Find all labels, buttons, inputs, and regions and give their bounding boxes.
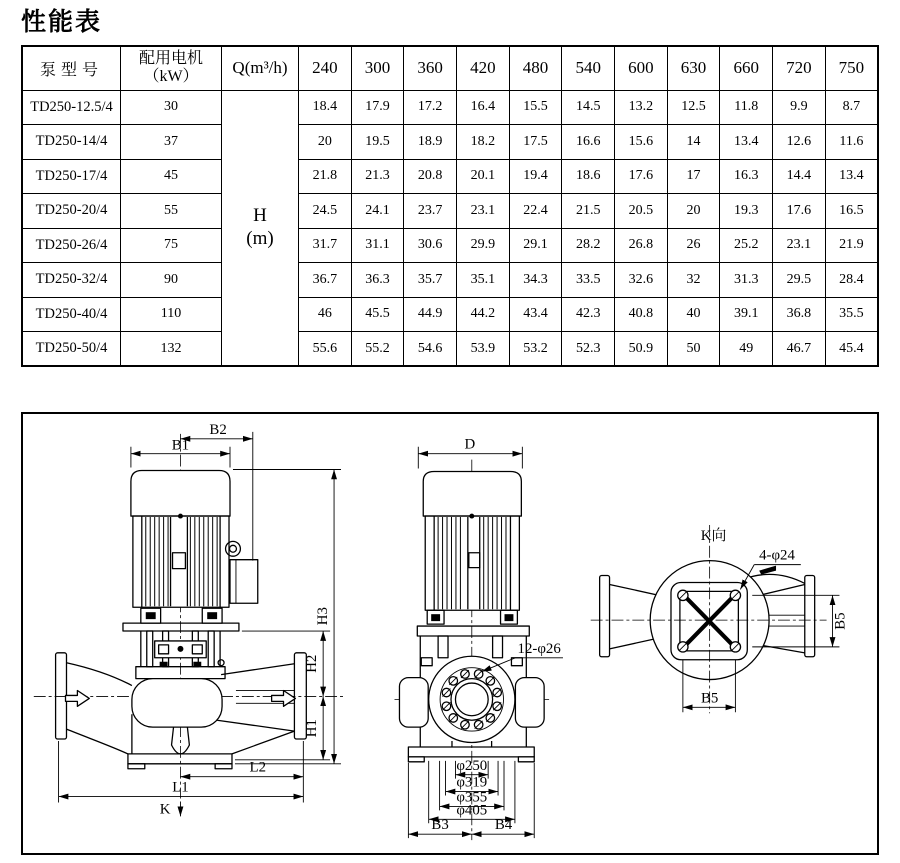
header-row [22, 46, 878, 90]
coupling-center [177, 646, 183, 652]
volute-casing [132, 679, 222, 728]
head-value-cell: 34.3 [509, 263, 562, 298]
head-value-cell: 46 [299, 297, 352, 332]
table-row [22, 228, 878, 263]
head-symbol: H [253, 204, 267, 226]
dim-label-h3: H3 [315, 607, 332, 626]
head-value-cell: 35.1 [457, 263, 510, 298]
head-value-cell: 17.9 [351, 90, 404, 125]
vent-plug [218, 660, 224, 666]
head-value-cell: 19.5 [351, 125, 404, 160]
motor-foot-pad [207, 612, 217, 619]
head-value-cell: 43.4 [509, 297, 562, 332]
dim-label-b2: B2 [209, 421, 227, 438]
col-header-motor-power [121, 46, 222, 90]
head-value-cell: 36.7 [299, 263, 352, 298]
table-row [22, 194, 878, 229]
head-value-cell: 36.8 [773, 297, 826, 332]
head-value-cell: 54.6 [404, 332, 457, 367]
lantern-strut [208, 631, 214, 667]
motor-power-cell: 30 [121, 90, 222, 125]
head-value-cell: 15.5 [509, 90, 562, 125]
right-pipe-flange [805, 576, 815, 657]
head-value-cell: 31.3 [720, 263, 773, 298]
base-foot [408, 757, 424, 762]
head-value-cell: 31.1 [351, 228, 404, 263]
head-value-cell: 42.3 [562, 297, 615, 332]
head-value-cell: 9.9 [773, 90, 826, 125]
dim-label-dia319: φ319 [456, 774, 488, 791]
head-value-cell: 16.5 [825, 194, 878, 229]
performance-table [21, 45, 879, 367]
base-plate [128, 754, 232, 764]
head-value-cell: 40 [667, 297, 720, 332]
col-header-flow-540: 540 [562, 46, 615, 90]
table-row [22, 332, 878, 367]
bolt-holes-note: 4-φ24 [759, 547, 795, 564]
table-header [22, 46, 878, 90]
head-value-cell: 45.4 [825, 332, 878, 367]
head-value-cell: 13.4 [720, 125, 773, 160]
head-value-cell: 15.6 [615, 125, 668, 160]
left-pipe-flange [600, 576, 610, 657]
head-value-cell: 30.6 [404, 228, 457, 263]
flange-outer-circle [429, 656, 515, 742]
dim-label-k: K [159, 801, 171, 818]
dim-label-h2: H2 [304, 654, 321, 673]
head-value-cell: 12.5 [667, 90, 720, 125]
head-value-cell: 50 [667, 332, 720, 367]
bolt-holes-note: 12-φ26 [517, 640, 561, 657]
motor-body [133, 516, 229, 607]
motor-power-line2: （kW） [143, 68, 199, 86]
head-value-cell: 18.2 [457, 125, 510, 160]
table-body [22, 90, 878, 366]
head-value-cell: 17.2 [404, 90, 457, 125]
head-value-cell: 29.5 [773, 263, 826, 298]
head-value-cell: 16.3 [720, 159, 773, 194]
col-header-pump-model: 泵型号 [22, 46, 121, 90]
head-value-cell: 23.1 [457, 194, 510, 229]
head-value-cell: 44.2 [457, 297, 510, 332]
head-value-cell: 19.3 [720, 194, 773, 229]
pump-model-cell: TD250-40/4 [22, 297, 121, 332]
col-header-flow-630: 630 [667, 46, 720, 90]
base-foot [518, 757, 534, 762]
head-value-cell: 16.4 [457, 90, 510, 125]
head-value-cell: 28.2 [562, 228, 615, 263]
head-value-cell: 17.5 [509, 125, 562, 160]
head-value-cell: 46.7 [773, 332, 826, 367]
motor-cap [423, 471, 521, 516]
head-value-cell: 18.9 [404, 125, 457, 160]
col-header-flow-300: 300 [351, 46, 404, 90]
col-header-flow-240: 240 [299, 46, 352, 90]
head-value-cell: 20.5 [615, 194, 668, 229]
col-header-flow-660: 660 [720, 46, 773, 90]
stud-bolt [421, 658, 432, 666]
pump-model-cell: TD250-32/4 [22, 263, 121, 298]
table-row [22, 159, 878, 194]
head-value-cell: 28.4 [825, 263, 878, 298]
col-header-flow-600: 600 [615, 46, 668, 90]
head-value-cell: 18.6 [562, 159, 615, 194]
head-value-cell: 8.7 [825, 90, 878, 125]
dim-label-b1: B1 [171, 437, 190, 454]
lug-tab [759, 566, 776, 575]
head-value-cell: 49 [720, 332, 773, 367]
table-row [22, 263, 878, 298]
pump-model-cell: TD250-17/4 [22, 159, 121, 194]
head-value-cell: 12.6 [773, 125, 826, 160]
dimension-drawing-box [21, 412, 879, 855]
head-value-cell: 29.1 [509, 228, 562, 263]
volute-lobe-right [515, 678, 544, 728]
head-value-cell: 18.4 [299, 90, 352, 125]
flange-bolt [193, 662, 201, 667]
base-foot [215, 764, 232, 769]
motor-power-cell: 75 [121, 228, 222, 263]
view-label-k: K向 [700, 527, 727, 544]
head-value-cell: 36.3 [351, 263, 404, 298]
head-value-cell: 13.4 [825, 159, 878, 194]
col-header-flow-420: 420 [457, 46, 510, 90]
motor-power-cell: 37 [121, 125, 222, 160]
col-header-flow-360: 360 [404, 46, 457, 90]
head-value-cell: 23.7 [404, 194, 457, 229]
head-value-cell: 23.1 [773, 228, 826, 263]
head-value-cell: 13.2 [615, 90, 668, 125]
lantern-strut [147, 631, 153, 667]
head-value-cell: 17 [667, 159, 720, 194]
right-pipe-bore [767, 615, 805, 626]
pump-model-cell: TD250-26/4 [22, 228, 121, 263]
page-title: 性能表 [21, 8, 103, 36]
motor-power-cell: 90 [121, 263, 222, 298]
dim-label-l2: L2 [249, 759, 267, 776]
head-value-cell: 20 [299, 125, 352, 160]
head-value-cell: 55.6 [299, 332, 352, 367]
head-value-cell: 32.6 [615, 263, 668, 298]
flow-arrow-outlet [272, 690, 296, 706]
center-mark [178, 514, 183, 519]
side-view-drawing [34, 422, 345, 818]
head-value-cell: 14 [667, 125, 720, 160]
head-value-cell: 20.8 [404, 159, 457, 194]
terminal-box [230, 560, 258, 604]
table-row [22, 297, 878, 332]
dim-label-b4: B4 [494, 817, 513, 834]
head-unit: (m) [246, 227, 274, 249]
head-value-cell: 16.6 [562, 125, 615, 160]
head-value-cell: 19.4 [509, 159, 562, 194]
head-value-cell: 11.6 [825, 125, 878, 160]
head-value-cell: 50.9 [615, 332, 668, 367]
dim-label-b5-horizontal: B5 [700, 690, 719, 707]
motor-power-line1: 配用电机 [138, 49, 203, 67]
lantern-strut [493, 636, 503, 658]
head-value-cell: 40.8 [615, 297, 668, 332]
k-direction-view-drawing [591, 525, 849, 713]
flow-arrow-inlet [66, 690, 90, 706]
table-row [22, 90, 878, 125]
motor-foot-pad [505, 614, 514, 621]
dim-label-d: D [464, 436, 476, 453]
head-value-cell: 14.5 [562, 90, 615, 125]
pump-model-cell: TD250-50/4 [22, 332, 121, 367]
head-value-cell: 20.1 [457, 159, 510, 194]
head-value-cell: 39.1 [720, 297, 773, 332]
lifting-eye-hole [230, 545, 237, 552]
dim-label-b3: B3 [431, 817, 449, 834]
center-mark [469, 514, 474, 519]
pump-model-cell: TD250-12.5/4 [22, 90, 121, 125]
head-value-cell: 24.5 [299, 194, 352, 229]
flange-bolt [160, 662, 168, 667]
dim-label-b5-vertical: B5 [832, 612, 849, 630]
head-value-cell: 21.8 [299, 159, 352, 194]
head-value-cell: 21.3 [351, 159, 404, 194]
dim-label-l1: L1 [172, 779, 189, 796]
head-value-cell: 14.4 [773, 159, 826, 194]
col-header-flow: Q(m³/h) [222, 46, 299, 90]
head-value-cell: 55.2 [351, 332, 404, 367]
base-foot [128, 764, 145, 769]
col-header-flow-750: 750 [825, 46, 878, 90]
motor-stool-flange [417, 626, 529, 636]
head-value-cell: 52.3 [562, 332, 615, 367]
dim-label-dia250: φ250 [456, 757, 488, 774]
motor-power-cell: 132 [121, 332, 222, 367]
head-value-cell: 22.4 [509, 194, 562, 229]
table-row [22, 125, 878, 160]
head-value-cell: 20 [667, 194, 720, 229]
head-value-cell: 35.7 [404, 263, 457, 298]
head-value-cell: 26.8 [615, 228, 668, 263]
dim-label-h1: H1 [304, 719, 321, 738]
pump-dimension-drawing [23, 414, 877, 853]
head-value-cell: 21.9 [825, 228, 878, 263]
motor-power-cell: 45 [121, 159, 222, 194]
motor-power-cell: 110 [121, 297, 222, 332]
col-header-flow-480: 480 [509, 46, 562, 90]
motor-cap [131, 470, 230, 516]
dim-label-dia355: φ355 [456, 789, 488, 806]
head-value-cell: 17.6 [615, 159, 668, 194]
head-value-cell: 32 [667, 263, 720, 298]
head-value-cell: 11.8 [720, 90, 773, 125]
pump-model-cell: TD250-14/4 [22, 125, 121, 160]
col-header-flow-720: 720 [773, 46, 826, 90]
head-value-cell: 33.5 [562, 263, 615, 298]
head-value-cell: 21.5 [562, 194, 615, 229]
volute-lobe-left [399, 678, 428, 728]
head-value-cell: 24.1 [351, 194, 404, 229]
motor-foot-pad [146, 612, 156, 619]
head-value-cell: 31.7 [299, 228, 352, 263]
suction-pipe [66, 663, 131, 754]
head-value-cell: 26 [667, 228, 720, 263]
head-value-cell: 25.2 [720, 228, 773, 263]
head-value-cell: 29.9 [457, 228, 510, 263]
head-value-cell: 53.9 [457, 332, 510, 367]
head-value-cell: 53.2 [509, 332, 562, 367]
head-value-cell: 45.5 [351, 297, 404, 332]
head-unit-cell [222, 90, 299, 366]
front-view-drawing [395, 437, 563, 840]
motor-power-cell: 55 [121, 194, 222, 229]
base-plate [408, 747, 534, 757]
pump-model-cell: TD250-20/4 [22, 194, 121, 229]
head-value-cell: 35.5 [825, 297, 878, 332]
motor-body [425, 516, 519, 610]
dim-label-dia405: φ405 [456, 802, 488, 819]
motor-stool-flange [123, 623, 239, 631]
head-value-cell: 17.6 [773, 194, 826, 229]
motor-foot-pad [431, 614, 440, 621]
lantern-strut [438, 636, 448, 658]
head-value-cell: 44.9 [404, 297, 457, 332]
